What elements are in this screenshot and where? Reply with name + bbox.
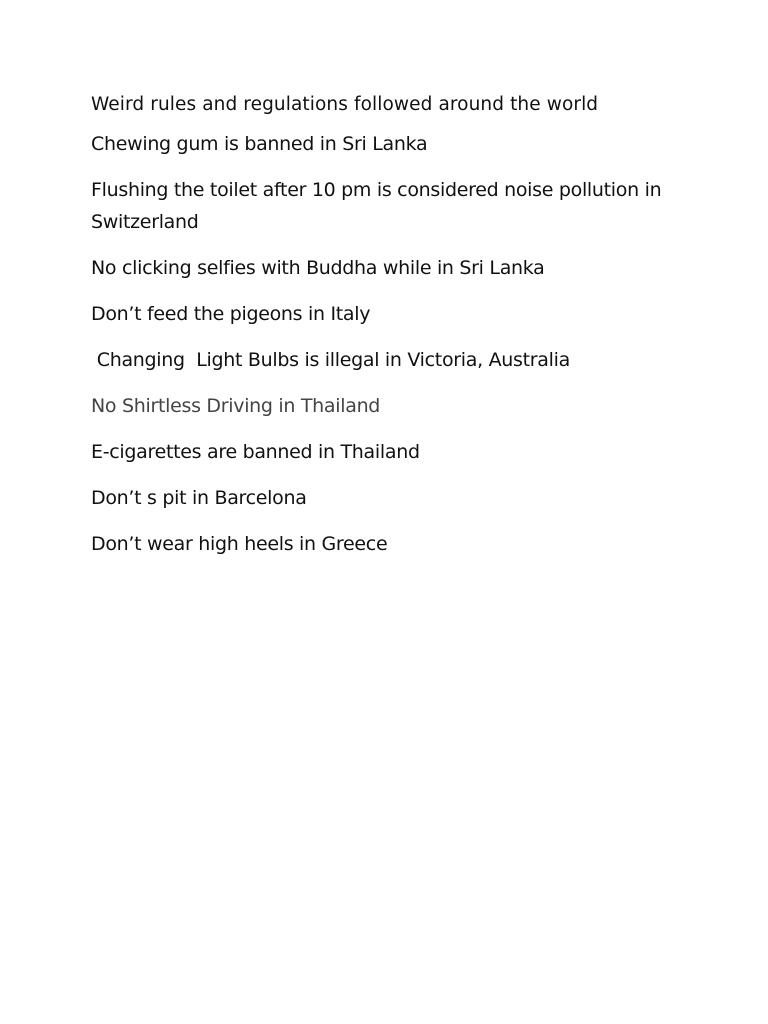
rule-item: Don’t feed the pigeons in Italy [91, 303, 371, 325]
rule-item: Flushing the toilet after 10 pm is considered noise pollution in Switzerland [91, 179, 662, 233]
rule-item: Chewing gum is banned in Sri Lanka [91, 133, 428, 155]
rule-item: E-cigarettes are banned in Thailand [91, 441, 420, 463]
rule-item: No clicking selfies with Buddha while in Sri Lanka [91, 257, 545, 279]
rule-item: Don’t wear high heels in Greece [91, 533, 388, 555]
document-title: Weird rules and regulations followed around the world [91, 94, 599, 115]
document-body [91, 92, 691, 574]
rule-item: Changing Light Bulbs is illegal in Victoria, Australia [91, 349, 570, 371]
rule-item: Don’t s pit in Barcelona [91, 487, 307, 509]
rule-item: No Shirtless Driving in Thailand [91, 395, 381, 417]
